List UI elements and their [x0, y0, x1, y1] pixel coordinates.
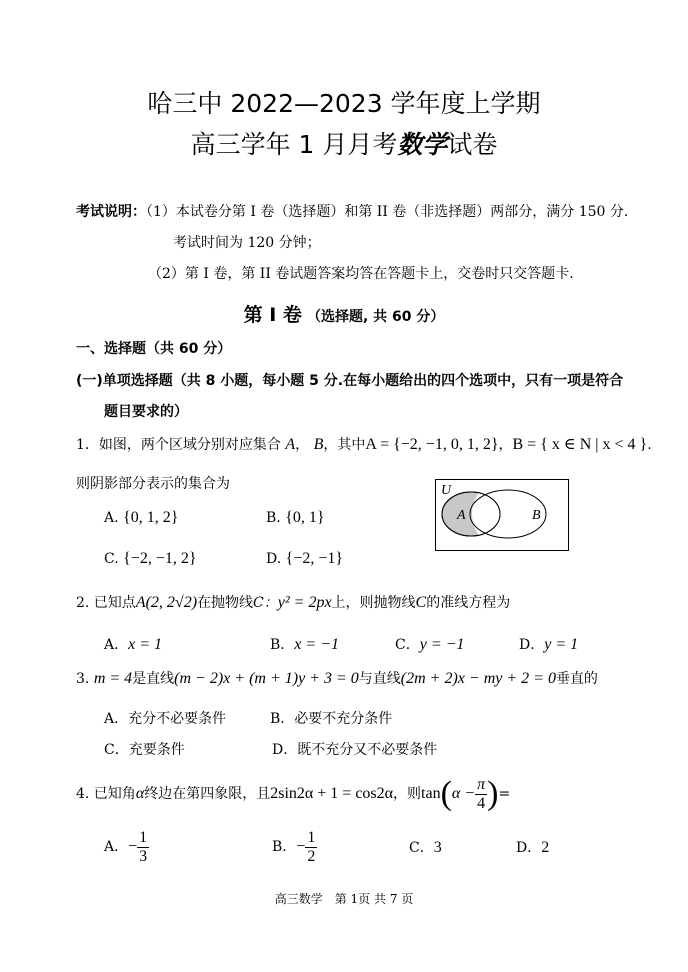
q4-option-b-den: 2	[307, 847, 316, 865]
q1-set-a-letter: A	[285, 436, 296, 453]
q3-option-a[interactable]	[104, 708, 226, 728]
q3-text-c: 垂直的	[555, 671, 598, 687]
q1-option-b-value: {0, 1}	[285, 509, 325, 526]
q4-tan: tan	[421, 785, 441, 802]
q2-option-c-label: C．	[395, 637, 420, 653]
q2-option-a[interactable]	[104, 634, 162, 654]
q2-equation: y² = 2px	[277, 594, 332, 611]
q3-num: 3.	[76, 671, 90, 687]
q1-text-c: 则阴影部分表示的集合为	[76, 476, 230, 492]
q3-text-b: 与直线	[358, 671, 401, 687]
q4-stem: 4. 已知角α终边在第四象限，且2sin2α + 1 = cos2α，则tan(α − $\frac{\pi}{4}$ )=	[76, 775, 511, 812]
q3-stem	[76, 668, 598, 688]
q3-option-d-value: 既不充分又不必要条件	[297, 742, 438, 758]
q4-option-a-sign: −	[128, 838, 138, 855]
q2-option-d[interactable]	[519, 634, 578, 654]
q4-option-a-fraction	[137, 829, 149, 866]
title-line-1: 哈三中 2022—2023 学年度上学期	[147, 89, 541, 118]
q3-line-1: (m − 2)x + (m + 1)y + 3 = 0	[174, 670, 359, 687]
notes-line-1	[76, 201, 628, 221]
title-line-2	[0, 125, 688, 161]
q4-option-c-value: 3	[433, 839, 442, 856]
q3-line-2: (2m + 2)x − my + 2 = 0	[400, 670, 556, 687]
title-part-c: 试卷	[447, 130, 498, 159]
q3-option-c-value: 充要条件	[128, 742, 185, 758]
q1-text-a: 1．如图，两个区域分别对应集合	[76, 437, 281, 453]
q3-option-d[interactable]	[272, 739, 437, 759]
q1-option-c-value: {−2, −1, 2}	[123, 550, 197, 567]
q2-stem	[76, 592, 510, 612]
q2-option-b-label: B．	[270, 637, 295, 653]
section-title: 一、选择题（共 60 分）	[76, 341, 232, 357]
notes-label: 考试说明：	[76, 204, 146, 220]
q1-set-a: A = {−2, −1, 0, 1, 2}	[365, 436, 499, 453]
volume-heading	[0, 300, 688, 327]
q3-option-b-value: 必要不充分条件	[294, 711, 393, 727]
q2-point: A(2, 2√2)	[135, 594, 198, 611]
q1-option-d-value: {−2, −1}	[285, 550, 344, 567]
q4-option-d[interactable]	[516, 837, 549, 857]
q4-option-b-label: B．	[272, 839, 297, 855]
q2-option-a-label: A．	[104, 637, 129, 653]
section-sub-line-1: (一)单项选择题（共 8 小题，每小题 5 分.在每小题给出的四个选项中，只有一项是符合	[76, 373, 624, 389]
q1-sep: ，	[295, 437, 310, 453]
q1-option-a-value: {0, 1, 2}	[123, 509, 179, 526]
q1-option-d-label: D.	[266, 551, 282, 567]
q1-option-a[interactable]	[104, 509, 178, 527]
q1-set-b: B = { x ∈ N | x < 4 }	[512, 436, 648, 453]
notes-item-2: （2）第 I 卷，第 II 卷试题答案均答在答题卡上，交卷时只交答题卡.	[148, 266, 574, 282]
q2-option-b-value: x = −1	[294, 636, 339, 653]
q4-eq: =	[498, 786, 511, 802]
venn-diagram	[435, 479, 569, 551]
q1-set-b-letter: B	[313, 436, 324, 453]
q2-text-d: 的准线方程为	[426, 595, 511, 611]
q4-four: 4	[477, 794, 486, 812]
q3-option-b[interactable]	[270, 708, 392, 728]
q1-option-b-label: B.	[266, 510, 281, 526]
section-sub-line-2: 题目要求的）	[104, 404, 188, 420]
venn-label-a: A	[457, 508, 466, 523]
title-part-a: 高三学年 1 月月考	[190, 130, 398, 159]
venn-label-u: U	[441, 483, 452, 498]
q2-option-c-value: y = −1	[419, 636, 465, 653]
q3-text-a: 是直线	[132, 671, 175, 687]
q1-option-c[interactable]	[104, 550, 197, 568]
q2-option-d-label: D．	[519, 637, 545, 653]
q4-option-b-num: 1	[307, 828, 316, 846]
page-footer: 高三数学 第 1页 共 7 页	[274, 892, 414, 906]
q4-text-b: 终边在第四象限，且	[144, 786, 271, 802]
q4-text-a: 4. 已知角	[76, 786, 136, 802]
q4-equation: 2sin2α + 1 = cos2α	[270, 785, 394, 802]
q4-option-a-den: 3	[139, 847, 148, 865]
title-part-b: 数学	[397, 130, 448, 159]
q4-option-b-sign: −	[296, 838, 306, 855]
q2-option-b[interactable]	[270, 634, 339, 654]
q3-cond: m = 4	[93, 670, 133, 687]
venn-label-b: B	[532, 508, 541, 523]
q3-option-a-label: A．	[104, 711, 129, 727]
q4-expr-alpha: α −	[451, 785, 476, 802]
q4-option-a-label: A．	[104, 839, 129, 855]
notes-item-1b: 考试时间为 120 分钟；	[173, 235, 321, 251]
q2-option-d-value: y = 1	[544, 636, 579, 653]
q2-text-a: 2. 已知点	[76, 595, 136, 611]
q4-text-c: ，则	[393, 786, 422, 802]
q2-option-c[interactable]	[395, 634, 464, 654]
q3-option-d-label: D．	[272, 742, 298, 758]
q3-option-c-label: C．	[104, 742, 129, 758]
q3-option-c[interactable]	[104, 739, 185, 759]
q3-option-a-value: 充分不必要条件	[128, 711, 227, 727]
q4-option-d-label: D．	[516, 840, 542, 856]
q4-option-b[interactable]	[272, 827, 317, 867]
q2-curve-c: C	[415, 594, 427, 611]
q4-option-a[interactable]	[104, 827, 149, 867]
q1-option-b[interactable]	[266, 509, 325, 527]
volume-title: 第 I 卷	[243, 304, 302, 326]
q2-curve: C：	[253, 595, 278, 611]
q2-text-c: 上，则抛物线	[331, 595, 416, 611]
q1-text-b: ，其中	[323, 437, 366, 453]
q4-option-d-value: 2	[541, 839, 550, 856]
q4-option-a-num: 1	[139, 828, 148, 846]
q1-option-d[interactable]	[266, 550, 343, 568]
notes-item-1a: （1）本试卷分第 I 卷（选择题）和第 II 卷（非选择题）两部分，满分 150 分.	[146, 204, 629, 220]
q4-pi-over-4	[475, 776, 487, 813]
q4-option-c-label: C．	[409, 840, 434, 856]
q1-option-a-label: A.	[104, 510, 119, 526]
q4-pi: π	[477, 775, 486, 793]
q2-option-a-value: x = 1	[128, 636, 163, 653]
volume-subtitle: （选择题, 共 60 分）	[306, 309, 445, 325]
q3-option-b-label: B．	[270, 711, 295, 727]
q4-alpha: α	[135, 785, 145, 802]
q4-option-b-fraction	[305, 829, 317, 866]
q1-stem: 1．如图，两个区域分别对应集合 A， B，其中A = {−2, −1, 0, 1, 2}，B = { x ∈ N | x < 4 }.	[76, 436, 652, 453]
q1-option-c-label: C.	[104, 551, 119, 567]
q2-text-b: 在抛物线	[197, 595, 254, 611]
q4-option-c[interactable]	[409, 837, 442, 857]
